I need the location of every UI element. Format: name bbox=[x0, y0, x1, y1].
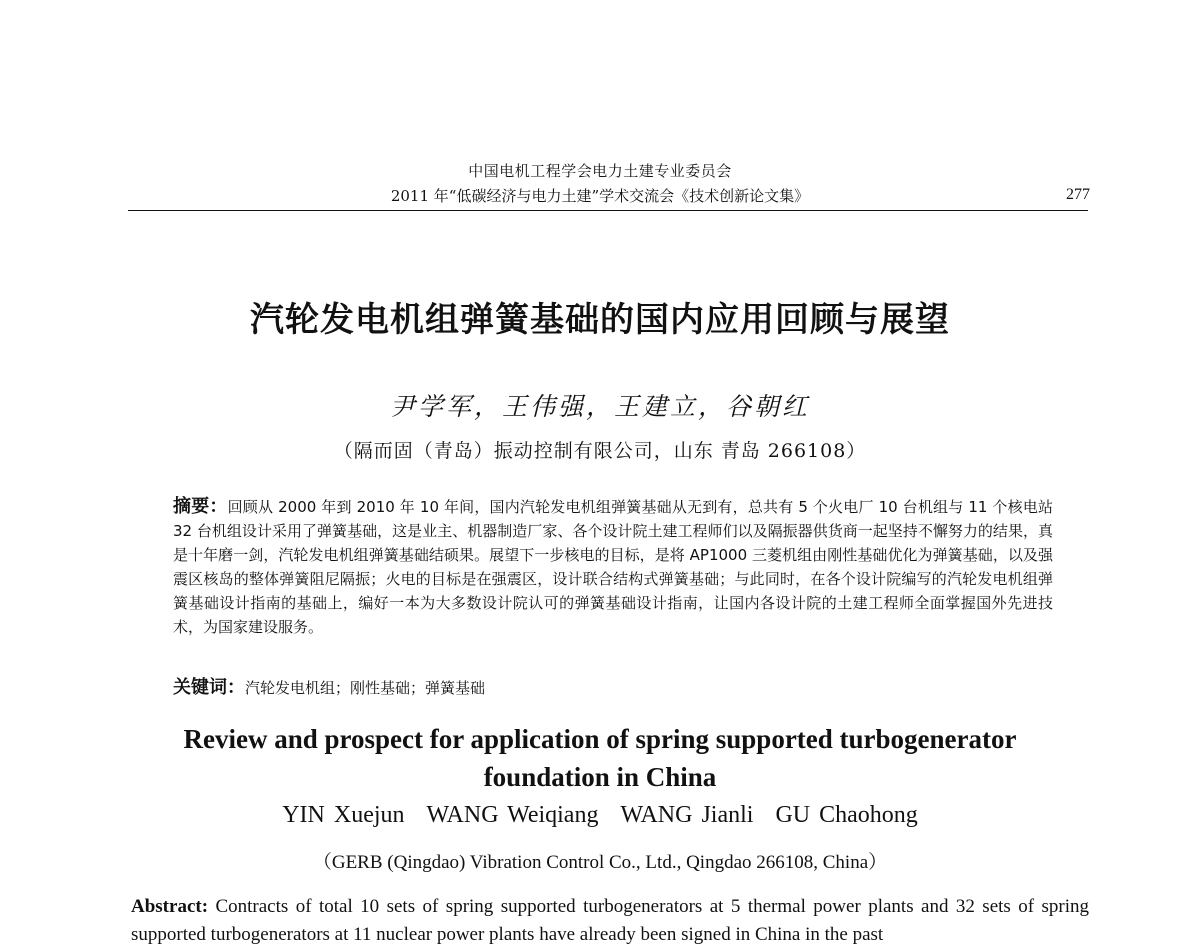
affiliation-en: （GERB (Qingdao) Vibration Control Co., Ltd., Qingdao 266108, China） bbox=[312, 852, 888, 873]
paper-title-en bbox=[0, 720, 1200, 796]
keywords-cn-label: 关键词： bbox=[173, 677, 245, 698]
author-en: YIN Xuejun bbox=[282, 802, 405, 828]
header-divider bbox=[128, 210, 1088, 211]
abstract-cn bbox=[173, 495, 1053, 639]
abstract-cn-label: 摘要： bbox=[173, 496, 228, 517]
author-en: WANG Weiqiang bbox=[426, 802, 599, 828]
authors-en bbox=[0, 802, 1200, 829]
abstract-en-text: Contracts of total 10 sets of spring supported turbogenerators at 5 thermal power plants and 32 sets of spring supported turbogenerators at 11 nuclear power plants have already been signed in China in the past bbox=[131, 896, 1090, 945]
paper-title-cn: 汽轮发电机组弹簧基础的国内应用回顾与展望 bbox=[250, 300, 950, 340]
author-en: WANG Jianli bbox=[620, 802, 754, 828]
affiliation-cn: （隔而固（青岛）振动控制有限公司，山东 青岛 266108） bbox=[333, 440, 867, 462]
journal-header-line1: 中国电机工程学会电力土建专业委员会 bbox=[468, 162, 732, 180]
author-en: GU Chaohong bbox=[775, 802, 918, 828]
abstract-cn-text: 回顾从 2000 年到 2010 年 10 年间，国内汽轮发电机组弹簧基础从无到有，总共有 5 个火电厂 10 台机组与 11 个核电站 32 台机组设计采用了弹簧基础，这是业主、机器制造厂家、各个设计院土建工程师们以及隔振器供货商一起坚持不懈努力的结果，真是十年磨一剑，汽轮发电机组弹簧基础结硕果。展望下一步核电的目标，是将 AP1000 三菱机组由刚性基础优化为弹簧基础，以及强震区核岛的整体弹簧阻尼隔振；火电的目标是在强震区，设计联合结构式弹簧基础；与此同时，在各个设计院编写的汽轮发电机组弹簧基础设计指南的基础上，编好一本为大多数设计院认可的弹簧基础设计指南，让国内各设计院的土建工程师全面掌握国外先进技术，为国家建设服务。 bbox=[173, 498, 1054, 636]
abstract-en bbox=[131, 893, 1089, 949]
authors-cn: 尹学军，王伟强，王建立，谷朝红 bbox=[389, 392, 810, 421]
paper-title-en-line2: foundation in China bbox=[483, 762, 717, 792]
keywords-cn-text: 汽轮发电机组；刚性基础；弹簧基础 bbox=[245, 679, 486, 697]
keywords-cn bbox=[173, 673, 1053, 699]
journal-header-line2: 2011 年“低碳经济与电力土建”学术交流会《技术创新论文集》 bbox=[390, 187, 810, 205]
paper-title-en-line1: Review and prospect for application of spring supported turbogenerator bbox=[183, 724, 1017, 754]
page-number: 277 bbox=[1066, 186, 1090, 203]
abstract-en-label: Abstract: bbox=[131, 896, 209, 917]
